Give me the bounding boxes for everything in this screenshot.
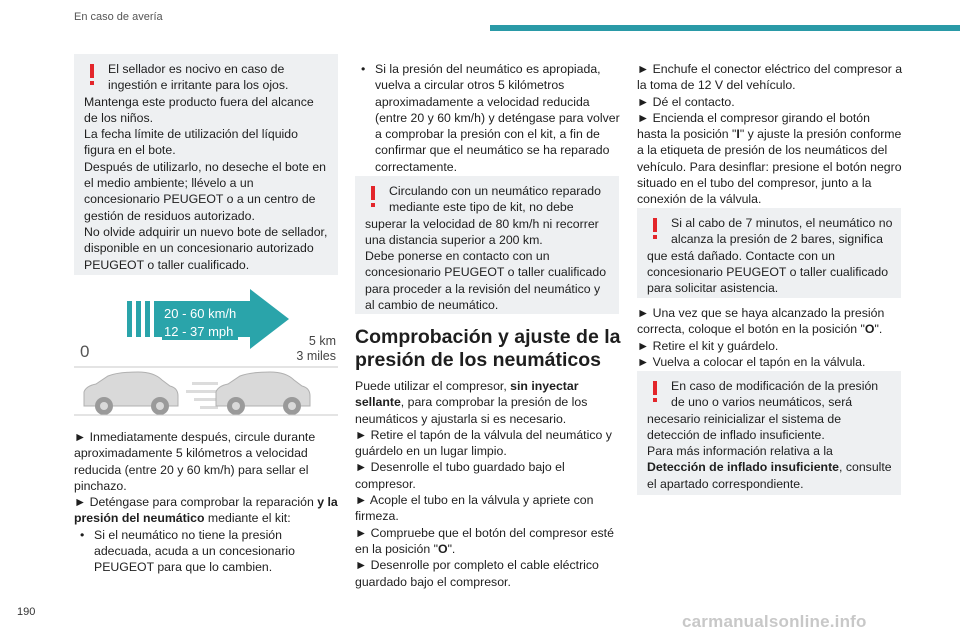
column-3-top	[637, 61, 903, 208]
step-remove-cap: ► Retire el tapón de la válvula del neumático y guárdelo en un lugar limpio.	[355, 427, 612, 459]
warning-text-2: Mantenga este producto fuera del alcance de los niños.	[84, 94, 314, 125]
column-1-text	[74, 429, 342, 576]
warning-text-3: La fecha límite de utilización del líquido figura en el bote.	[84, 127, 298, 158]
distance-km-label: 5 km	[308, 334, 336, 348]
step-unroll-cable: ► Desenrolle por completo el cable eléctrico guardado bajo el compresor.	[355, 558, 599, 589]
section-heading: Comprobación y ajuste de la presión de los neumáticos	[355, 326, 621, 371]
warning-icon	[647, 216, 663, 242]
step-replace-cap: ► Vuelva a colocar el tapón en la válvula.	[637, 354, 866, 369]
warning-text-5: No olvide adquirir un nuevo bote de sellador, disponible en un concesionario autorizado PEUGEOT o taller cualificado.	[84, 224, 328, 272]
watermark: carmanualsonline.info	[682, 612, 867, 631]
step-ignition: ► Dé el contacto.	[637, 94, 735, 109]
speed-distance-figure	[74, 284, 338, 420]
section-title: En caso de avería	[74, 11, 163, 23]
warning-text-speed: Circulando con un neumático reparado mediante este tipo de kit, no debe superar la velocidad de 80 km/h ni recorrer una distancia superior a 200 km.	[365, 184, 601, 247]
step-unroll-tube: ► Desenrolle el tubo guardado bajo el compresor.	[355, 460, 565, 491]
warning-icon	[647, 379, 663, 405]
warning-icon	[365, 184, 381, 210]
warning-box-pressure-timeout	[637, 208, 901, 298]
step-set-button-o: ► Una vez que se haya alcanzado la presión correcta, coloque el botón en la posición "O".	[637, 306, 885, 337]
page-number: 190	[17, 606, 36, 618]
warning-text-more-info: Para más información relativa a la Detección de inflado insuficiente, consulte el apartado correspondiente.	[647, 444, 892, 491]
warning-text-timeout: Si al cabo de 7 minutos, el neumático no alcanza la presión de 2 bares, significa que está dañado. Contacte con un concesionario PEUGEOT o taller cualificado para solicitar asistencia.	[647, 216, 893, 296]
step-plug-in: ► Enchufe el conector eléctrico del compresor a la toma de 12 V del vehículo.	[637, 62, 903, 93]
step-drive: ► Inmediatamente después, circule durante aproximadamente 5 kilómetros a velocidad reducida (entre 20 y 60 km/h) para sellar el pinchazo.	[74, 430, 316, 493]
speed-kmh-label: 20 - 60 km/h	[164, 306, 237, 321]
bullet-pressure-incorrect: • Si el neumático no tiene la presión adecuada, acuda a un concesionario PEUGEOT para que lo cambien.	[74, 527, 342, 576]
warning-box-reset-detection	[637, 371, 901, 495]
warning-text-contact: Debe ponerse en contacto con un concesionario PEUGEOT o taller cualificado para proceder a la revisión del neumático y al cambio de neumático.	[365, 249, 607, 313]
distance-miles-label: 3 miles	[296, 349, 336, 363]
warning-text-4: Después de utilizarlo, no deseche el bote en el medio ambiente; llévelo a un concesionario PEUGEOT o a un centro de gestión de residuos autorizado.	[84, 159, 326, 223]
start-label: 0	[80, 342, 90, 361]
bullet-pressure-ok: • Si la presión del neumático es apropiada, vuelva a circular otros 5 kilómetros aproximadamente a velocidad reducida (entre 20 y 60 km/h) y deténgase para volver a comprobar la presión con el kit, a fin de confirmar que el neumático se ha reparado correctamente.	[355, 61, 621, 175]
column-3-middle	[637, 305, 903, 370]
intro-paragraph: Puede utilizar el compresor, sin inyectar sellante, para comprobar la presión de los neumáticos y ajustarla si es necesario.	[355, 379, 588, 426]
column-2-top	[355, 61, 621, 175]
warning-box-sealant	[74, 54, 338, 275]
warning-box-speed-limit	[355, 176, 619, 314]
speed-mph-label: 12 - 37 mph	[164, 324, 234, 339]
step-attach-tube: ► Acople el tubo en la válvula y apriete con firmeza.	[355, 493, 594, 524]
header-accent-bar	[490, 25, 960, 31]
step-stop: ► Deténgase para comprobar la reparación y la presión del neumático mediante el kit:	[74, 495, 338, 526]
column-2-section	[355, 326, 621, 590]
step-start-compressor: ► Encienda el compresor girando el botón hasta la posición "I" y ajuste la presión conforme a la etiqueta de presión de los neumáticos del vehículo. Para desinflar: presione el botón negro situado en el tubo del compresor, junto a la conexión de la válvula.	[637, 110, 902, 207]
warning-text-reset: En caso de modificación de la presión de uno o varios neumáticos, será necesario reinicializar el sistema de detección de inflado insuficiente.	[647, 379, 879, 442]
warning-text-1: El sellador es nocivo en caso de ingestión e irritante para los ojos.	[108, 62, 289, 93]
step-check-button: ► Compruebe que el botón del compresor esté en la posición "O".	[355, 525, 614, 556]
warning-icon	[84, 62, 100, 88]
step-remove-kit: ► Retire el kit y guárdelo.	[637, 338, 779, 353]
